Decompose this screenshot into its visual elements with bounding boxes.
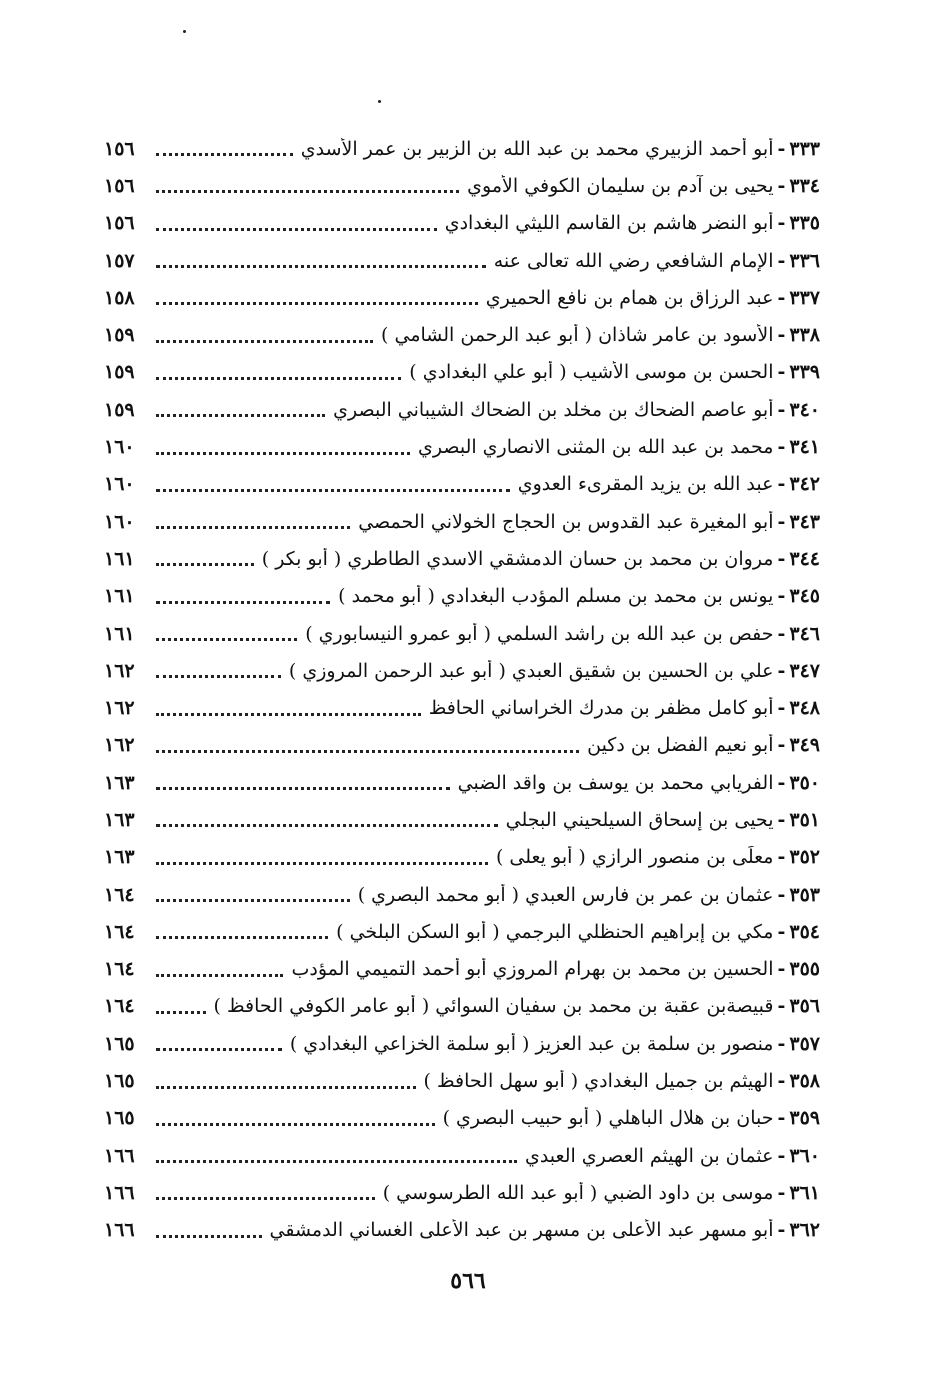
entry-separator: - [777,212,786,235]
entry-number: ٣٥٧ [789,1032,820,1055]
entry-page-number: ١٥٧ [104,249,135,272]
toc-entry [104,913,820,950]
entry-title: علي بن الحسين بن شقيق العبدي ( أبو عبد الرحمن المروزي ) [288,659,774,682]
toc-entry [104,205,820,242]
toc-entry [104,876,820,913]
entry-page-number: ١٥٦ [104,174,135,197]
toc-entry [104,428,820,465]
entry-number: ٣٤٥ [789,585,820,608]
entry-title: قبيصةبن عقبة بن محمد بن سفيان السوائي ( أبو عامر الكوفي الحافظ ) [213,995,774,1018]
toc-entry [104,652,820,689]
entry-page-number: ١٦٥ [104,1032,135,1055]
toc-entry [104,988,820,1025]
entry-page-number: ١٦٢ [104,659,135,682]
dot-leader [156,190,459,193]
dot-leader [156,1048,282,1051]
entry-separator: - [777,622,786,645]
entry-number: ٣٥٤ [789,920,820,943]
entry-title: عثمان بن الهيثم العصري العبدي [524,1144,774,1167]
entry-number: ٣٤٦ [789,622,820,645]
entry-separator: - [777,1107,786,1130]
dot-leader [156,713,421,716]
dot-leader [156,526,350,529]
entry-number: ٣٦١ [789,1181,820,1204]
toc-entry [104,167,820,204]
dot-leader [156,1197,375,1200]
entry-separator: - [777,361,786,384]
entry-title: معلًى بن منصور الرازي ( أبو يعلى ) [495,846,774,869]
entry-number: ٣٣٨ [789,324,820,347]
entry-title: أبو نعيم الفضل بن دكين [587,734,774,757]
entry-title: موسى بن داود الضبي ( أبو عبد الله الطرسوسي ) [382,1181,774,1204]
dot-leader [156,414,325,417]
dot-leader [156,862,488,865]
dot-leader [156,936,328,939]
toc-entry [104,1212,820,1249]
entry-number: ٣٦٠ [789,1144,820,1167]
dot-leader [156,377,401,380]
entry-page-number: ١٥٦ [104,137,135,160]
ink-speck [378,100,381,103]
entry-page-number: ١٦٥ [104,1107,135,1130]
entry-separator: - [777,697,786,720]
entry-page-number: ١٦٣ [104,808,135,831]
entry-title: عثمان بن عمر بن فارس العبدي ( أبو محمد البصري ) [357,883,774,906]
toc-entry [104,354,820,391]
entry-separator: - [777,473,786,496]
entry-separator: - [777,286,786,309]
entry-number: ٣٥١ [789,808,820,831]
toc-entry [104,279,820,316]
entry-separator: - [777,1219,786,1242]
entry-page-number: ١٦٤ [104,995,135,1018]
entry-number: ٣٦٢ [789,1219,820,1242]
dot-leader [156,601,330,604]
entry-number: ٣٥٠ [789,771,820,794]
entry-page-number: ١٦٤ [104,883,135,906]
entry-page-number: ١٦٦ [104,1144,135,1167]
entry-separator: - [777,808,786,831]
toc-entry [104,689,820,726]
dot-leader [156,1235,262,1238]
entry-page-number: ١٦٣ [104,846,135,869]
toc-entry [104,615,820,652]
toc-entry [104,727,820,764]
dot-leader [156,675,281,678]
entry-title: مروان بن محمد بن حسان الدمشقي الاسدي الطاطري ( أبو بكر ) [261,547,774,570]
entry-page-number: ١٦١ [104,547,135,570]
entry-number: ٣٥٨ [789,1070,820,1093]
entry-page-number: ١٥٩ [104,398,135,421]
entry-separator: - [777,734,786,757]
entry-page-number: ١٥٦ [104,212,135,235]
entry-separator: - [777,995,786,1018]
toc-entry [104,578,820,615]
ink-speck [183,30,186,33]
dot-leader [156,265,486,268]
entry-separator: - [777,1070,786,1093]
entry-separator: - [777,510,786,533]
entry-separator: - [777,846,786,869]
toc-entry [104,242,820,279]
toc-entry [104,839,820,876]
entry-number: ٣٤٠ [789,398,820,421]
entry-number: ٣٣٥ [789,212,820,235]
entry-separator: - [777,1144,786,1167]
entry-number: ٣٤٩ [789,734,820,757]
dot-leader [156,228,437,231]
entry-page-number: ١٦٢ [104,697,135,720]
entry-separator: - [777,958,786,981]
entry-page-number: ١٦٢ [104,734,135,757]
entry-title: أبو المغيرة عبد القدوس بن الحجاج الخولاني الحمصي [358,510,774,533]
entry-title: أبو أحمد الزبيري محمد بن عبد الله بن الزبير بن عمر الأسدي [300,137,774,160]
entry-title: الحسين بن محمد بن بهرام المروزي أبو أحمد التميمي المؤدب [291,958,774,981]
dot-leader [156,489,510,492]
entry-separator: - [777,398,786,421]
entry-separator: - [777,883,786,906]
entry-separator: - [777,249,786,272]
toc-entry [104,764,820,801]
dot-leader [156,824,498,827]
dot-leader [156,1086,416,1089]
dot-leader [156,153,293,156]
entry-number: ٣٤٢ [789,473,820,496]
entry-title: الإمام الشافعي رضي الله تعالى عنه [493,249,774,272]
entry-title: يحيى بن آدم بن سليمان الكوفي الأموي [467,174,774,197]
entry-title: أبو النضر هاشم بن القاسم الليثي البغدادي [444,212,774,235]
entry-page-number: ١٦٤ [104,920,135,943]
entry-separator: - [777,771,786,794]
entry-page-number: ١٦٠ [104,510,135,533]
entry-separator: - [777,920,786,943]
entry-number: ٣٤٤ [789,547,820,570]
toc-entry [104,801,820,838]
entry-title: يحيى بن إسحاق السيلحيني البجلي [505,808,774,831]
entry-page-number: ١٥٩ [104,361,135,384]
toc-entry [104,1137,820,1174]
entry-page-number: ١٦٦ [104,1181,135,1204]
entry-page-number: ١٦١ [104,585,135,608]
entry-separator: - [777,436,786,459]
dot-leader [156,1123,435,1126]
entry-number: ٣٣٩ [789,361,820,384]
toc-entry [104,130,820,167]
entry-title: الفريابي محمد بن يوسف بن واقد الضبي [457,771,774,794]
entry-title: أبو عاصم الضحاك بن مخلد بن الضحاك الشيباني البصري [333,398,774,421]
toc-entry [104,1100,820,1137]
entry-number: ٣٣٦ [789,249,820,272]
table-of-contents [104,130,820,1249]
toc-entry [104,391,820,428]
entry-number: ٣٣٤ [789,174,820,197]
toc-entry [104,1174,820,1211]
dot-leader [156,750,579,753]
dot-leader [156,787,450,790]
entry-separator: - [777,1032,786,1055]
entry-number: ٣٥٩ [789,1107,820,1130]
entry-separator: - [777,137,786,160]
toc-entry [104,466,820,503]
toc-entry [104,1025,820,1062]
dot-leader [156,974,283,977]
entry-title: حفص بن عبد الله بن راشد السلمي ( أبو عمرو النيسابوري ) [305,622,774,645]
entry-title: عبد الله بن يزيد المقرىء العدوي [517,473,774,496]
entry-page-number: ١٦٣ [104,771,135,794]
dot-leader [156,452,410,455]
page-number: ٥٦٦ [450,1268,486,1294]
entry-separator: - [777,1181,786,1204]
entry-separator: - [777,659,786,682]
entry-title: عبد الرزاق بن همام بن نافع الحميري [485,286,774,309]
toc-entry [104,1062,820,1099]
toc-entry [104,951,820,988]
entry-title: أبو مسهر عبد الأعلى بن مسهر بن عبد الأعلى الغساني الدمشقي [269,1219,774,1242]
entry-separator: - [777,174,786,197]
dot-leader [156,1160,517,1163]
entry-page-number: ١٦٥ [104,1070,135,1093]
entry-number: ٣٤٧ [789,659,820,682]
entry-title: الأسود بن عامر شاذان ( أبو عبد الرحمن الشامي ) [381,324,774,347]
entry-number: ٣٣٧ [789,286,820,309]
entry-page-number: ١٦٦ [104,1219,135,1242]
entry-title: يونس بن محمد بن مسلم المؤدب البغدادي ( أبو محمد ) [338,585,774,608]
dot-leader [156,899,350,902]
entry-page-number: ١٦٤ [104,958,135,981]
entry-title: الهيثم بن جميل البغدادي ( أبو سهل الحافظ ) [423,1070,774,1093]
dot-leader [156,1011,206,1014]
toc-entry [104,503,820,540]
entry-number: ٣٥٢ [789,846,820,869]
entry-number: ٣٥٦ [789,995,820,1018]
toc-entry [104,540,820,577]
entry-separator: - [777,547,786,570]
entry-title: منصور بن سلمة بن عبد العزيز ( أبو سلمة الخزاعي البغدادي ) [289,1032,774,1055]
entry-number: ٣٥٥ [789,958,820,981]
entry-number: ٣٤١ [789,436,820,459]
entry-number: ٣٣٣ [789,137,820,160]
dot-leader [156,563,254,566]
entry-title: مكي بن إبراهيم الحنظلي البرجمي ( أبو السكن البلخي ) [336,920,774,943]
entry-title: أبو كامل مظفر بن مدرك الخراساني الحافظ [428,697,774,720]
entry-page-number: ١٥٨ [104,286,135,309]
entry-title: حبان بن هلال الباهلي ( أبو حبيب البصري ) [442,1107,774,1130]
entry-separator: - [777,324,786,347]
dot-leader [156,302,478,305]
entry-title: الحسن بن موسى الأشيب ( أبو علي البغدادي ) [409,361,774,384]
entry-number: ٣٤٣ [789,510,820,533]
toc-entry [104,316,820,353]
entry-title: محمد بن عبد الله بن المثنى الانصاري البصري [418,436,774,459]
entry-page-number: ١٦٠ [104,436,135,459]
entry-page-number: ١٦٠ [104,473,135,496]
entry-number: ٣٥٣ [789,883,820,906]
dot-leader [156,340,373,343]
entry-page-number: ١٦١ [104,622,135,645]
entry-number: ٣٤٨ [789,697,820,720]
entry-page-number: ١٥٩ [104,324,135,347]
entry-separator: - [777,585,786,608]
dot-leader [156,638,297,641]
